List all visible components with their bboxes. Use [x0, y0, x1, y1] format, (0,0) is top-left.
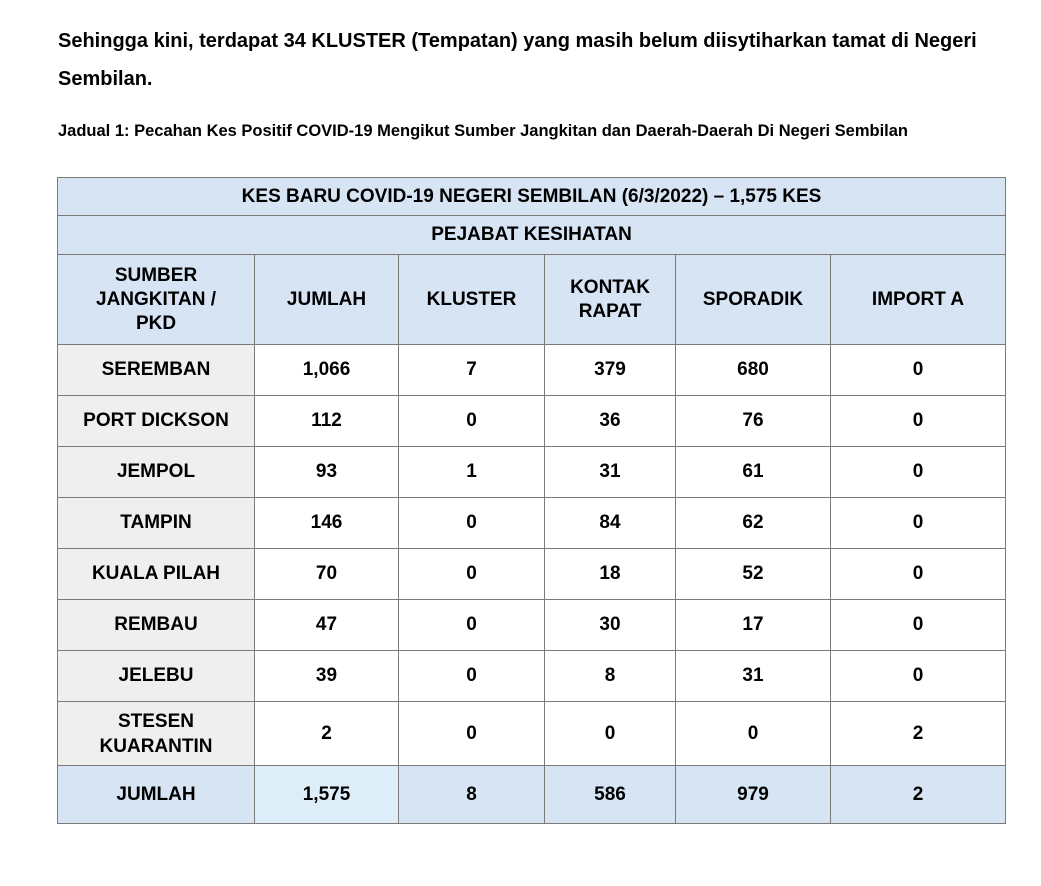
jumlah-cell: 146: [255, 498, 399, 549]
kluster-cell: 7: [399, 345, 545, 396]
column-header-sporadik: SPORADIK: [676, 255, 831, 345]
total-label: JUMLAH: [58, 766, 255, 824]
table-row: [58, 396, 1006, 447]
kontak-rapat-cell: 0: [545, 702, 676, 766]
district-name: PORT DICKSON: [58, 396, 255, 447]
sporadik-cell: 62: [676, 498, 831, 549]
total-row: [58, 766, 1006, 824]
district-name: TAMPIN: [58, 498, 255, 549]
total-jumlah-cell: 1,575: [255, 766, 399, 824]
kontak-rapat-cell: 31: [545, 447, 676, 498]
jumlah-cell: 112: [255, 396, 399, 447]
intro-text: Sehingga kini, terdapat 34 KLUSTER (Tempatan) yang masih belum diisytiharkan tamat di Negeri Sembilan.: [58, 30, 977, 90]
import-a-cell: 2: [831, 702, 1006, 766]
import-a-cell: 0: [831, 651, 1006, 702]
total-kluster-cell: 8: [399, 766, 545, 824]
column-headers: [58, 255, 1006, 345]
column-header-jumlah: JUMLAH: [255, 255, 399, 345]
total-kontak-rapat-cell: 586: [545, 766, 676, 824]
district-name: JELEBU: [58, 651, 255, 702]
jumlah-cell: 2: [255, 702, 399, 766]
district-name: STESEN KUARANTIN: [58, 702, 255, 766]
district-name: JEMPOL: [58, 447, 255, 498]
import-a-cell: 0: [831, 498, 1006, 549]
sporadik-cell: 52: [676, 549, 831, 600]
import-a-cell: 0: [831, 600, 1006, 651]
kluster-cell: 0: [399, 702, 545, 766]
jumlah-cell: 93: [255, 447, 399, 498]
kluster-cell: 0: [399, 549, 545, 600]
kontak-rapat-cell: 379: [545, 345, 676, 396]
kluster-cell: 0: [399, 600, 545, 651]
table-row: [58, 447, 1006, 498]
kluster-cell: 0: [399, 651, 545, 702]
sporadik-cell: 31: [676, 651, 831, 702]
table-row: [58, 549, 1006, 600]
total-sporadik-cell: 979: [676, 766, 831, 824]
district-name: SEREMBAN: [58, 345, 255, 396]
sporadik-cell: 0: [676, 702, 831, 766]
kluster-cell: 1: [399, 447, 545, 498]
sporadik-cell: 61: [676, 447, 831, 498]
kontak-rapat-cell: 84: [545, 498, 676, 549]
kontak-rapat-cell: 8: [545, 651, 676, 702]
sporadik-cell: 17: [676, 600, 831, 651]
column-header-import-a: IMPORT A: [831, 255, 1006, 345]
jumlah-cell: 39: [255, 651, 399, 702]
district-name: REMBAU: [58, 600, 255, 651]
import-a-cell: 0: [831, 396, 1006, 447]
jumlah-cell: 47: [255, 600, 399, 651]
kluster-cell: 0: [399, 396, 545, 447]
sporadik-cell: 680: [676, 345, 831, 396]
table-row: [58, 702, 1006, 766]
import-a-cell: 0: [831, 447, 1006, 498]
sporadik-cell: 76: [676, 396, 831, 447]
table-title: KES BARU COVID-19 NEGERI SEMBILAN (6/3/2022) – 1,575 KES: [58, 178, 1006, 216]
column-header-kontak-rapat: KONTAK RAPAT: [545, 255, 676, 345]
import-a-cell: 0: [831, 345, 1006, 396]
table-caption: Jadual 1: Pecahan Kes Positif COVID-19 Mengikut Sumber Jangkitan dan Daerah-Daerah Di Negeri Sembilan: [58, 122, 908, 140]
column-header-kluster: KLUSTER: [399, 255, 545, 345]
table-subtitle: PEJABAT KESIHATAN: [58, 216, 1006, 255]
covid-cases-table: [57, 177, 1006, 824]
table-row: [58, 600, 1006, 651]
kontak-rapat-cell: 30: [545, 600, 676, 651]
table-row: [58, 651, 1006, 702]
district-name: KUALA PILAH: [58, 549, 255, 600]
column-header-sumber: SUMBER JANGKITAN / PKD: [58, 255, 255, 345]
table-row: [58, 345, 1006, 396]
kontak-rapat-cell: 36: [545, 396, 676, 447]
jumlah-cell: 1,066: [255, 345, 399, 396]
import-a-cell: 0: [831, 549, 1006, 600]
total-import-a-cell: 2: [831, 766, 1006, 824]
kluster-cell: 0: [399, 498, 545, 549]
jumlah-cell: 70: [255, 549, 399, 600]
table-row: [58, 498, 1006, 549]
kontak-rapat-cell: 18: [545, 549, 676, 600]
